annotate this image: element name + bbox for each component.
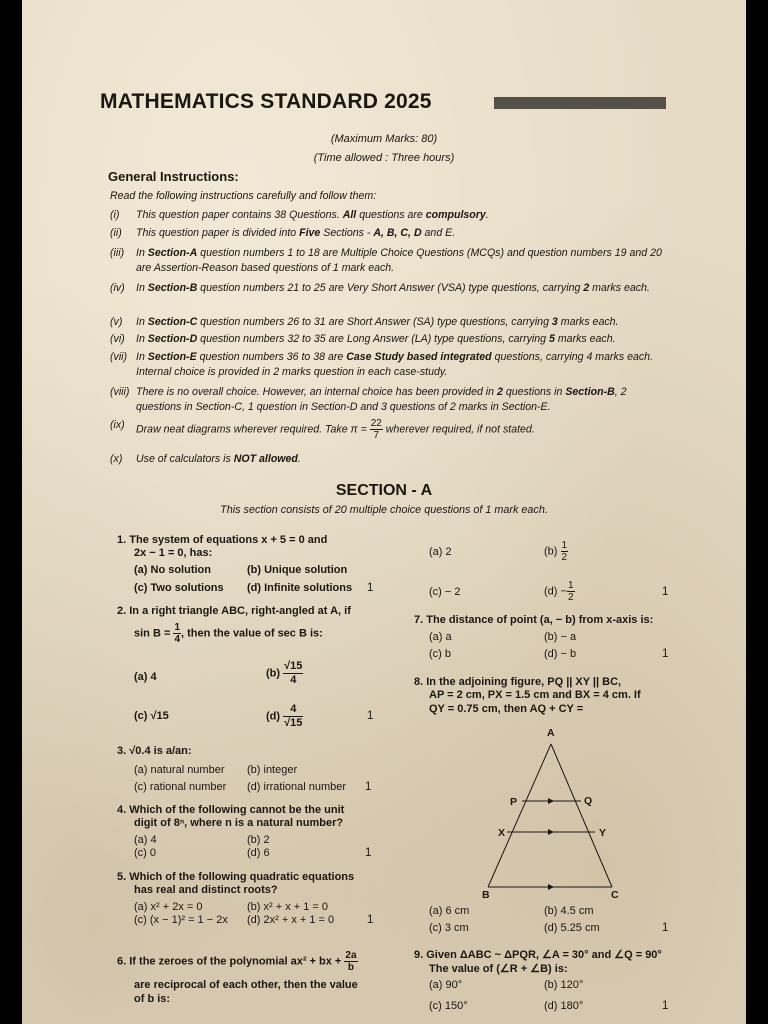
q6-option-d-frac bbox=[567, 580, 575, 603]
q8-stem-line2: AP = 2 cm, PX = 1.5 cm and BX = 4 cm. If bbox=[429, 689, 641, 701]
q5-option-d: (d) 2x² + x + 1 = 0 bbox=[247, 914, 335, 926]
pi-fraction-num: 22 bbox=[370, 418, 382, 429]
q7-option-a: (a) a bbox=[429, 631, 452, 643]
instruction-part: In bbox=[136, 333, 148, 345]
instruction-part: marks each. bbox=[557, 316, 619, 328]
q5-number: 5. bbox=[117, 871, 127, 883]
q1-option-b: (b) Unique solution bbox=[247, 564, 348, 576]
section-subtitle: This section consists of 20 multiple choice questions of 1 mark each. bbox=[220, 504, 548, 516]
section-title: SECTION - A bbox=[335, 482, 433, 499]
q8-label-p: P bbox=[510, 796, 518, 808]
q2-marks: 1 bbox=[367, 710, 374, 722]
q1-option-d: (d) Infinite solutions bbox=[247, 582, 353, 594]
title-decorative-bar bbox=[494, 97, 666, 109]
instruction-number: (vi) bbox=[110, 333, 125, 345]
q3-number: 3. bbox=[117, 745, 127, 757]
instruction-part: questions are bbox=[356, 209, 426, 221]
q2-option-b-frac bbox=[283, 660, 303, 687]
q8-label-b: B bbox=[482, 889, 490, 901]
instruction-number: (viii) bbox=[110, 386, 130, 398]
question-6 bbox=[117, 950, 358, 973]
instructions-heading: General Instructions: bbox=[108, 169, 239, 184]
q4-option-b: (b) 2 bbox=[247, 834, 270, 846]
instruction-part: NOT allowed bbox=[233, 453, 298, 465]
q3-stem: √0.4 is a/an: bbox=[129, 745, 192, 757]
q7-number: 7. bbox=[414, 614, 424, 626]
instruction-part: 2 bbox=[583, 282, 590, 294]
q2-b-den: 4 bbox=[290, 674, 297, 686]
instruction-part: 3 bbox=[551, 316, 558, 328]
question-3 bbox=[117, 745, 192, 757]
instruction-text bbox=[136, 281, 668, 296]
q6-option-d bbox=[544, 580, 575, 603]
question-7 bbox=[414, 614, 653, 626]
q3-option-c: (c) rational number bbox=[134, 781, 227, 793]
q1-option-c: (c) Two solutions bbox=[134, 582, 224, 594]
instruction-part: Case Study based integrated bbox=[346, 351, 492, 363]
q8-option-c: (c) 3 cm bbox=[429, 922, 469, 934]
instruction-part: A, B, C, D bbox=[373, 227, 422, 239]
question-paper-sheet bbox=[22, 0, 746, 1024]
instruction-number: (iv) bbox=[110, 282, 125, 294]
instruction-part: Five bbox=[299, 227, 321, 239]
instruction-part: Use of calculators is bbox=[136, 453, 234, 465]
q3-option-b: (b) integer bbox=[247, 764, 298, 776]
question-4 bbox=[117, 804, 344, 816]
instruction-part: compulsory bbox=[425, 209, 486, 221]
q5-stem-line1: Which of the following quadratic equations bbox=[129, 871, 355, 883]
instruction-part: . bbox=[485, 209, 489, 221]
q8-option-b: (b) 4.5 cm bbox=[544, 905, 594, 917]
q6-stem-line3: of b is: bbox=[134, 993, 171, 1005]
instruction-part: 5 bbox=[549, 333, 555, 345]
q8-arrow-pq bbox=[548, 798, 554, 804]
q4-number: 4. bbox=[117, 804, 127, 816]
q3-marks: 1 bbox=[365, 781, 372, 793]
q1-number: 1. bbox=[117, 534, 127, 546]
q9-option-c: (c) 150° bbox=[429, 1000, 468, 1012]
q8-side-ab bbox=[488, 744, 551, 887]
q3-option-a: (a) natural number bbox=[134, 764, 225, 776]
instruction-part: This question paper contains 38 Questions. bbox=[136, 209, 343, 221]
question-5 bbox=[117, 871, 354, 883]
q2-stem-line1: In a right triangle ABC, right-angled at A, if bbox=[129, 605, 351, 617]
q2-d-num: 4 bbox=[283, 703, 303, 717]
instruction-part: Section-B bbox=[565, 386, 615, 398]
question-1 bbox=[117, 534, 327, 546]
q5-stem-line2: has real and distinct roots? bbox=[134, 884, 278, 896]
q6-d-den: 2 bbox=[567, 592, 574, 603]
pi-fraction bbox=[370, 418, 383, 441]
q6-b-den: 2 bbox=[561, 552, 568, 563]
instruction-number: (vii) bbox=[110, 351, 128, 363]
instruction-part: Section-D bbox=[147, 333, 198, 345]
instruction-number: (i) bbox=[110, 209, 120, 221]
max-marks: (Maximum Marks: 80) bbox=[330, 133, 438, 145]
instruction-text bbox=[136, 315, 668, 330]
q8-option-a: (a) 6 cm bbox=[429, 905, 470, 917]
q8-side-ac bbox=[551, 744, 612, 887]
q8-arrow-bc bbox=[548, 884, 554, 890]
q6-option-b-frac bbox=[561, 540, 569, 563]
q9-marks: 1 bbox=[662, 1000, 669, 1012]
q9-number: 9. bbox=[414, 949, 424, 961]
instruction-part: and E. bbox=[421, 227, 456, 239]
instruction-part: , 2 questions in Section-C, 1 question in Section-D and 3 questions of 2 marks in Section-E. bbox=[136, 386, 627, 413]
paper-title: MATHEMATICS STANDARD 2025 bbox=[100, 90, 432, 113]
q6-stem-pre: If the zeroes of the polynomial ax² + bx + bbox=[129, 955, 345, 968]
instruction-part: wherever required, if not stated. bbox=[382, 423, 535, 436]
q2-frac-num: 1 bbox=[174, 622, 180, 633]
q7-option-d: (d) − b bbox=[544, 648, 577, 660]
q7-option-c: (c) b bbox=[429, 648, 451, 660]
instruction-part: There is no overall choice. However, an internal choice has been provided in bbox=[136, 386, 497, 398]
q8-label-a: A bbox=[547, 727, 555, 739]
instructions-intro: Read the following instructions carefully and follow them: bbox=[110, 190, 377, 202]
q4-option-d: (d) 6 bbox=[247, 847, 270, 859]
q2-d-den: √15 bbox=[284, 717, 303, 729]
instruction-text bbox=[136, 350, 668, 379]
instruction-part: questions in bbox=[502, 386, 566, 398]
instruction-part: In bbox=[136, 247, 148, 259]
q2-fraction bbox=[173, 622, 181, 645]
instruction-part: . bbox=[297, 453, 301, 465]
instruction-part: Section-A bbox=[147, 247, 198, 259]
q2-option-d-frac bbox=[283, 703, 303, 730]
q4-option-a: (a) 4 bbox=[134, 834, 157, 846]
q2-option-b-label: (b) bbox=[266, 667, 281, 680]
question-9 bbox=[414, 948, 662, 961]
q6-option-c: (c) − 2 bbox=[429, 586, 461, 598]
q2-stem-line2 bbox=[134, 622, 323, 645]
instruction-part: Sections - bbox=[320, 227, 374, 239]
question-2 bbox=[117, 605, 351, 617]
q1-option-a: (a) No solution bbox=[134, 564, 211, 576]
q8-stem-line1: In the adjoining figure, PQ || XY || BC, bbox=[426, 676, 622, 688]
q1-stem-line1: The system of equations x + 5 = 0 and bbox=[129, 534, 328, 546]
instruction-number: (iii) bbox=[110, 247, 125, 259]
q9-stem-line1: Given ΔABC ~ ΔPQR, ∠A = 30° and ∠Q = 90° bbox=[426, 949, 662, 961]
instruction-part: question numbers 1 to 18 are Multiple Choice Questions (MCQs) and question numbers 19 and 20 are Assertion-Reason based questions of 1 mark each. bbox=[136, 247, 662, 274]
q6-option-a: (a) 2 bbox=[429, 546, 452, 558]
instruction-text bbox=[136, 452, 668, 467]
q4-option-c: (c) 0 bbox=[134, 847, 156, 859]
instruction-part: Section-E bbox=[147, 351, 197, 363]
question-8 bbox=[414, 676, 621, 688]
q4-marks: 1 bbox=[365, 847, 372, 859]
instruction-text bbox=[136, 226, 668, 241]
instruction-part: This question paper is divided into bbox=[136, 227, 300, 239]
instruction-part: All bbox=[342, 209, 357, 221]
q4-stem-line2: digit of 8ⁿ, where n is a natural number? bbox=[134, 817, 344, 829]
q2-b-num: √15 bbox=[284, 660, 303, 672]
q2-option-b bbox=[266, 660, 303, 687]
q6-frac-den: b bbox=[347, 962, 355, 973]
instruction-part: question numbers 36 to 38 are bbox=[196, 351, 347, 363]
instruction-text bbox=[136, 385, 668, 414]
q9-stem-line2: The value of (∠R + ∠B) is: bbox=[429, 963, 568, 975]
q6-marks: 1 bbox=[662, 586, 669, 598]
q2-number: 2. bbox=[117, 605, 127, 617]
q8-arrow-xy bbox=[548, 829, 554, 835]
q2-option-d-label: (d) bbox=[266, 710, 281, 723]
time-allowed: (Time allowed : Three hours) bbox=[313, 152, 455, 164]
instruction-part: question numbers 32 to 35 are Long Answer (LA) type questions, carrying bbox=[197, 333, 549, 345]
instruction-part: Draw neat diagrams wherever required. Take π = bbox=[136, 423, 370, 436]
q2-option-a: (a) 4 bbox=[134, 671, 157, 683]
instruction-part: questions, carrying 4 marks each. Internal choice is provided in 2 marks question in each case-study. bbox=[136, 351, 653, 378]
q7-option-b: (b) − a bbox=[544, 631, 577, 643]
pi-fraction-den: 7 bbox=[373, 430, 380, 441]
q8-marks: 1 bbox=[662, 922, 669, 934]
q7-marks: 1 bbox=[662, 648, 669, 660]
instruction-text bbox=[136, 208, 668, 223]
q6-option-b-label: (b) bbox=[544, 545, 558, 558]
instruction-part: question numbers 26 to 31 are Short Answer (SA) type questions, carrying bbox=[197, 316, 552, 328]
q5-option-b: (b) x² + x + 1 = 0 bbox=[247, 901, 329, 913]
q9-option-b: (b) 120° bbox=[544, 979, 584, 991]
instruction-part: Section-C bbox=[147, 316, 198, 328]
q5-option-c: (c) (x − 1)² = 1 − 2x bbox=[134, 914, 228, 926]
q5-marks: 1 bbox=[367, 914, 374, 926]
q2-option-d bbox=[266, 703, 303, 730]
instruction-part: question numbers 21 to 25 are Very Short Answer (VSA) type questions, carrying bbox=[197, 282, 584, 294]
q8-option-d: (d) 5.25 cm bbox=[544, 922, 600, 934]
q3-option-d: (d) irrational number bbox=[247, 781, 347, 793]
instruction-part: In bbox=[136, 351, 148, 363]
q2-stem-pre: sin B = bbox=[134, 627, 174, 640]
q2-frac-den: 4 bbox=[174, 634, 180, 645]
q6-fraction bbox=[344, 950, 357, 973]
instruction-part: marks each. bbox=[554, 333, 616, 345]
instruction-number: (ii) bbox=[110, 227, 122, 239]
q6-number: 6. bbox=[117, 955, 127, 968]
instruction-text bbox=[136, 418, 668, 441]
q6-b-num: 1 bbox=[561, 540, 568, 551]
q8-number: 8. bbox=[414, 676, 424, 688]
q9-option-a: (a) 90° bbox=[429, 979, 463, 991]
q4-stem-line1: Which of the following cannot be the unit bbox=[129, 804, 345, 816]
instruction-text bbox=[136, 246, 668, 275]
instruction-number: (x) bbox=[110, 453, 123, 465]
q6-option-d-label: (d) − bbox=[544, 585, 567, 598]
q6-stem-line2: are reciprocal of each other, then the value bbox=[134, 979, 358, 991]
q5-option-a: (a) x² + 2x = 0 bbox=[134, 901, 203, 913]
q6-frac-num: 2a bbox=[345, 950, 357, 961]
q2-option-c: (c) √15 bbox=[134, 710, 169, 722]
q9-option-d: (d) 180° bbox=[544, 1000, 584, 1012]
q7-stem: The distance of point (a, − b) from x-axis is: bbox=[426, 614, 654, 626]
instruction-number: (v) bbox=[110, 316, 123, 328]
q2-stem-post: , then the value of sec B is: bbox=[181, 627, 323, 640]
instruction-text bbox=[136, 332, 668, 347]
q8-label-y: Y bbox=[599, 827, 607, 839]
q8-stem-line3: QY = 0.75 cm, then AQ + CY = bbox=[429, 703, 584, 715]
q8-triangle-figure bbox=[462, 722, 642, 902]
q6-option-b bbox=[544, 540, 568, 563]
instruction-part: Section-B bbox=[147, 282, 198, 294]
q8-label-q: Q bbox=[584, 795, 593, 807]
q1-stem-line2: 2x − 1 = 0, has: bbox=[134, 547, 213, 559]
instruction-part: marks each. bbox=[589, 282, 650, 294]
instruction-part: In bbox=[136, 316, 148, 328]
instruction-number: (ix) bbox=[110, 419, 125, 431]
q1-marks: 1 bbox=[367, 582, 374, 594]
q8-label-c: C bbox=[611, 889, 619, 901]
instruction-part: In bbox=[136, 282, 148, 294]
instruction-part: 2 bbox=[496, 386, 503, 398]
q6-d-num: 1 bbox=[567, 580, 574, 591]
q8-label-x: X bbox=[498, 827, 506, 839]
